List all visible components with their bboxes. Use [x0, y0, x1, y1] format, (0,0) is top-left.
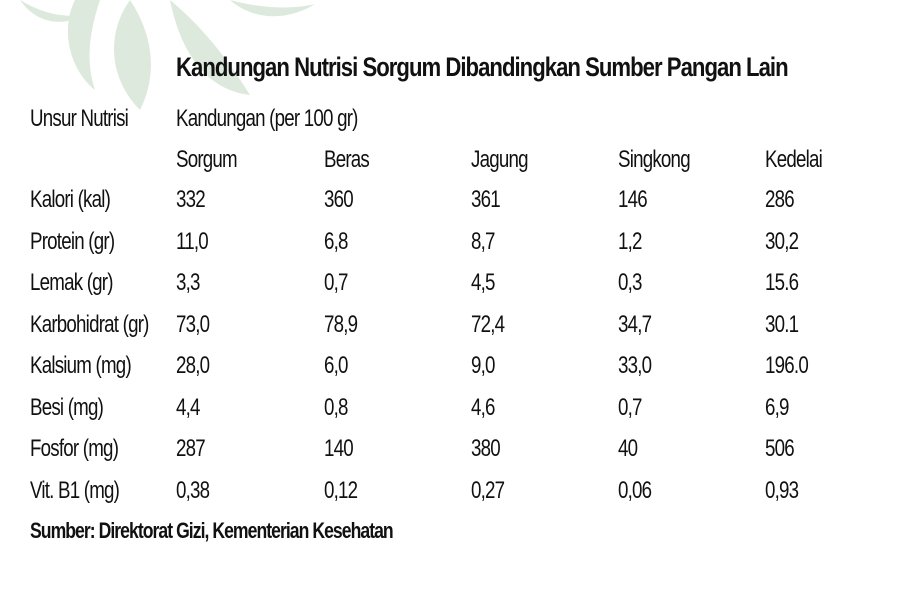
table-cell: 30.1: [765, 310, 799, 338]
table-cell: 1,2: [618, 227, 642, 255]
table-cell: 380: [471, 435, 500, 462]
table-cell: 0,8: [324, 393, 348, 421]
row-label: Kalsium (mg): [30, 352, 131, 379]
source-note: Sumber: Direktorat Gizi, Kementerian Kesehatan: [30, 518, 393, 543]
table-cell: 72,4: [471, 310, 505, 338]
column-header: Singkong: [618, 146, 690, 173]
table-cell: 332: [176, 186, 205, 213]
column-header: Jagung: [471, 146, 528, 173]
table-cell: 196.0: [765, 352, 808, 379]
table-cell: 3,3: [176, 269, 200, 296]
table-cell: 30,2: [765, 227, 799, 255]
table-cell: 361: [471, 186, 500, 213]
table-cell: 28,0: [176, 352, 210, 379]
table-cell: 9,0: [471, 352, 495, 379]
row-label: Vit. B1 (mg): [30, 476, 120, 504]
table-cell: 6,0: [324, 352, 348, 379]
table-cell: 4,5: [471, 269, 495, 296]
row-label: Kalori (kal): [30, 186, 111, 213]
table-cell: 6,9: [765, 393, 789, 421]
nutrient-header: Unsur Nutrisi: [30, 105, 129, 132]
row-label: Protein (gr): [30, 227, 115, 255]
table-cell: 0,7: [324, 269, 348, 296]
column-header: Kedelai: [765, 146, 822, 173]
table-cell: 78,9: [324, 310, 358, 338]
table-cell: 287: [176, 435, 205, 462]
table-cell: 73,0: [176, 310, 210, 338]
table-cell: 0,93: [765, 476, 799, 504]
table-cell: 360: [324, 186, 353, 213]
table-cell: 4,6: [471, 393, 495, 421]
table-cell: 506: [765, 435, 794, 462]
table-cell: 4,4: [176, 393, 200, 421]
row-label: Lemak (gr): [30, 269, 113, 296]
table-cell: 146: [618, 186, 647, 213]
table-cell: 11,0: [176, 227, 208, 255]
row-label: Karbohidrat (gr): [30, 310, 149, 338]
row-label: Besi (mg): [30, 393, 104, 421]
column-header: Sorgum: [176, 146, 237, 173]
table-cell: 0,38: [176, 476, 210, 504]
table-cell: 140: [324, 435, 353, 462]
content-header: Kandungan (per 100 gr): [176, 105, 358, 132]
column-header: Beras: [324, 146, 370, 173]
table-cell: 0,06: [618, 476, 652, 504]
table-cell: 34,7: [618, 310, 652, 338]
table-cell: 40: [618, 435, 638, 462]
table-cell: 6,8: [324, 227, 348, 255]
table-cell: 286: [765, 186, 794, 213]
row-label: Fosfor (mg): [30, 435, 119, 462]
table-cell: 8,7: [471, 227, 495, 255]
table-cell: 15.6: [765, 269, 799, 296]
table-cell: 0,3: [618, 269, 642, 296]
table-cell: 0,27: [471, 476, 505, 504]
table-cell: 0,7: [618, 393, 642, 421]
table-cell: 33,0: [618, 352, 652, 379]
table-cell: 0,12: [324, 476, 358, 504]
page-title: Kandungan Nutrisi Sorgum Dibandingkan Sumber Pangan Lain: [176, 52, 788, 82]
